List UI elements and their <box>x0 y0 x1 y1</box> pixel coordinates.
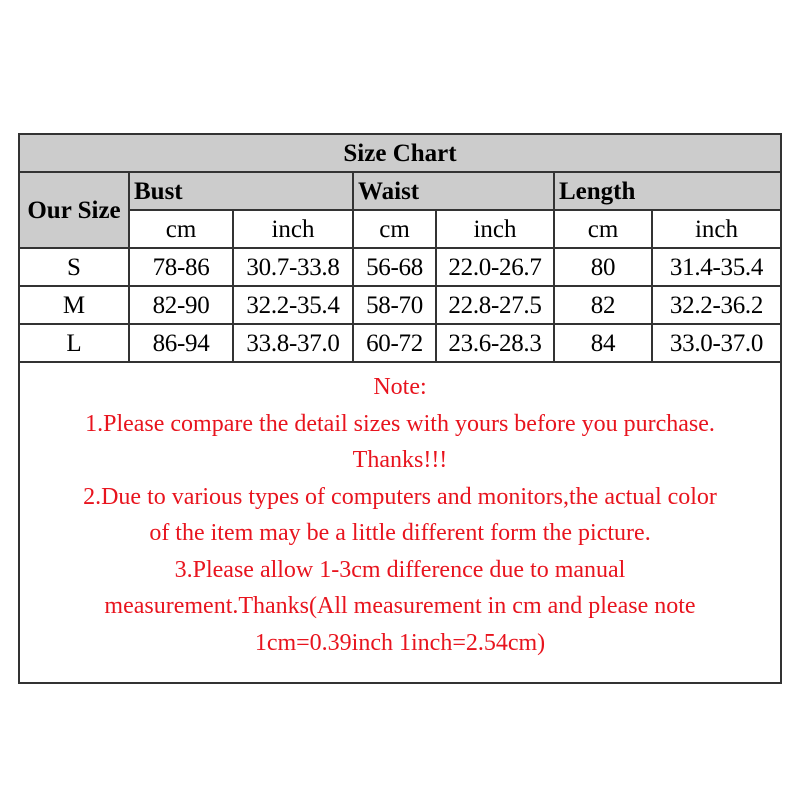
size-chart-table <box>18 133 782 684</box>
bust-cm-value: 86-94 <box>129 324 233 362</box>
table-row <box>19 286 781 324</box>
length-inch-value: 32.2-36.2 <box>652 286 781 324</box>
bust-cm-value: 82-90 <box>129 286 233 324</box>
unit-waist-cm: cm <box>353 210 436 248</box>
waist-header: Waist <box>353 172 554 210</box>
length-cm-value: 84 <box>554 324 652 362</box>
bust-cm-value: 78-86 <box>129 248 233 286</box>
bust-inch-value: 32.2-35.4 <box>233 286 353 324</box>
length-header: Length <box>554 172 781 210</box>
size-label: S <box>19 248 129 286</box>
note-line: 1cm=0.39inch 1inch=2.54cm) <box>254 629 546 656</box>
unit-bust-inch: inch <box>233 210 353 248</box>
length-cm-value: 82 <box>554 286 652 324</box>
size-label: M <box>19 286 129 324</box>
waist-inch-value: 22.0-26.7 <box>436 248 554 286</box>
waist-cm-value: 60-72 <box>353 324 436 362</box>
note-heading: Note: <box>373 374 427 400</box>
waist-cm-value: 58-70 <box>353 286 436 324</box>
bust-inch-value: 30.7-33.8 <box>233 248 353 286</box>
unit-length-cm: cm <box>554 210 652 248</box>
note-section <box>19 362 781 683</box>
waist-inch-value: 22.8-27.5 <box>436 286 554 324</box>
unit-waist-inch: inch <box>436 210 554 248</box>
note-line: 1.Please compare the detail sizes with yours before you purchase. <box>85 410 715 437</box>
length-inch-value: 33.0-37.0 <box>652 324 781 362</box>
note-line: 3.Please allow 1-3cm difference due to manual <box>174 556 626 583</box>
length-inch-value: 31.4-35.4 <box>652 248 781 286</box>
length-cm-value: 80 <box>554 248 652 286</box>
table-row <box>19 324 781 362</box>
waist-inch-value: 23.6-28.3 <box>436 324 554 362</box>
note-line: of the item may be a little different form the picture. <box>149 520 651 546</box>
note-line: 2.Due to various types of computers and monitors,the actual color <box>83 483 717 510</box>
bust-inch-value: 33.8-37.0 <box>233 324 353 362</box>
waist-cm-value: 56-68 <box>353 248 436 286</box>
note-line: measurement.Thanks(All measurement in cm and please note <box>104 593 696 619</box>
unit-bust-cm: cm <box>129 210 233 248</box>
chart-title: Size Chart <box>19 134 781 172</box>
table-row <box>19 248 781 286</box>
size-label: L <box>19 324 129 362</box>
note-line: Thanks!!! <box>352 447 448 473</box>
unit-length-inch: inch <box>652 210 781 248</box>
bust-header: Bust <box>129 172 353 210</box>
our-size-header: Our Size <box>19 172 129 248</box>
